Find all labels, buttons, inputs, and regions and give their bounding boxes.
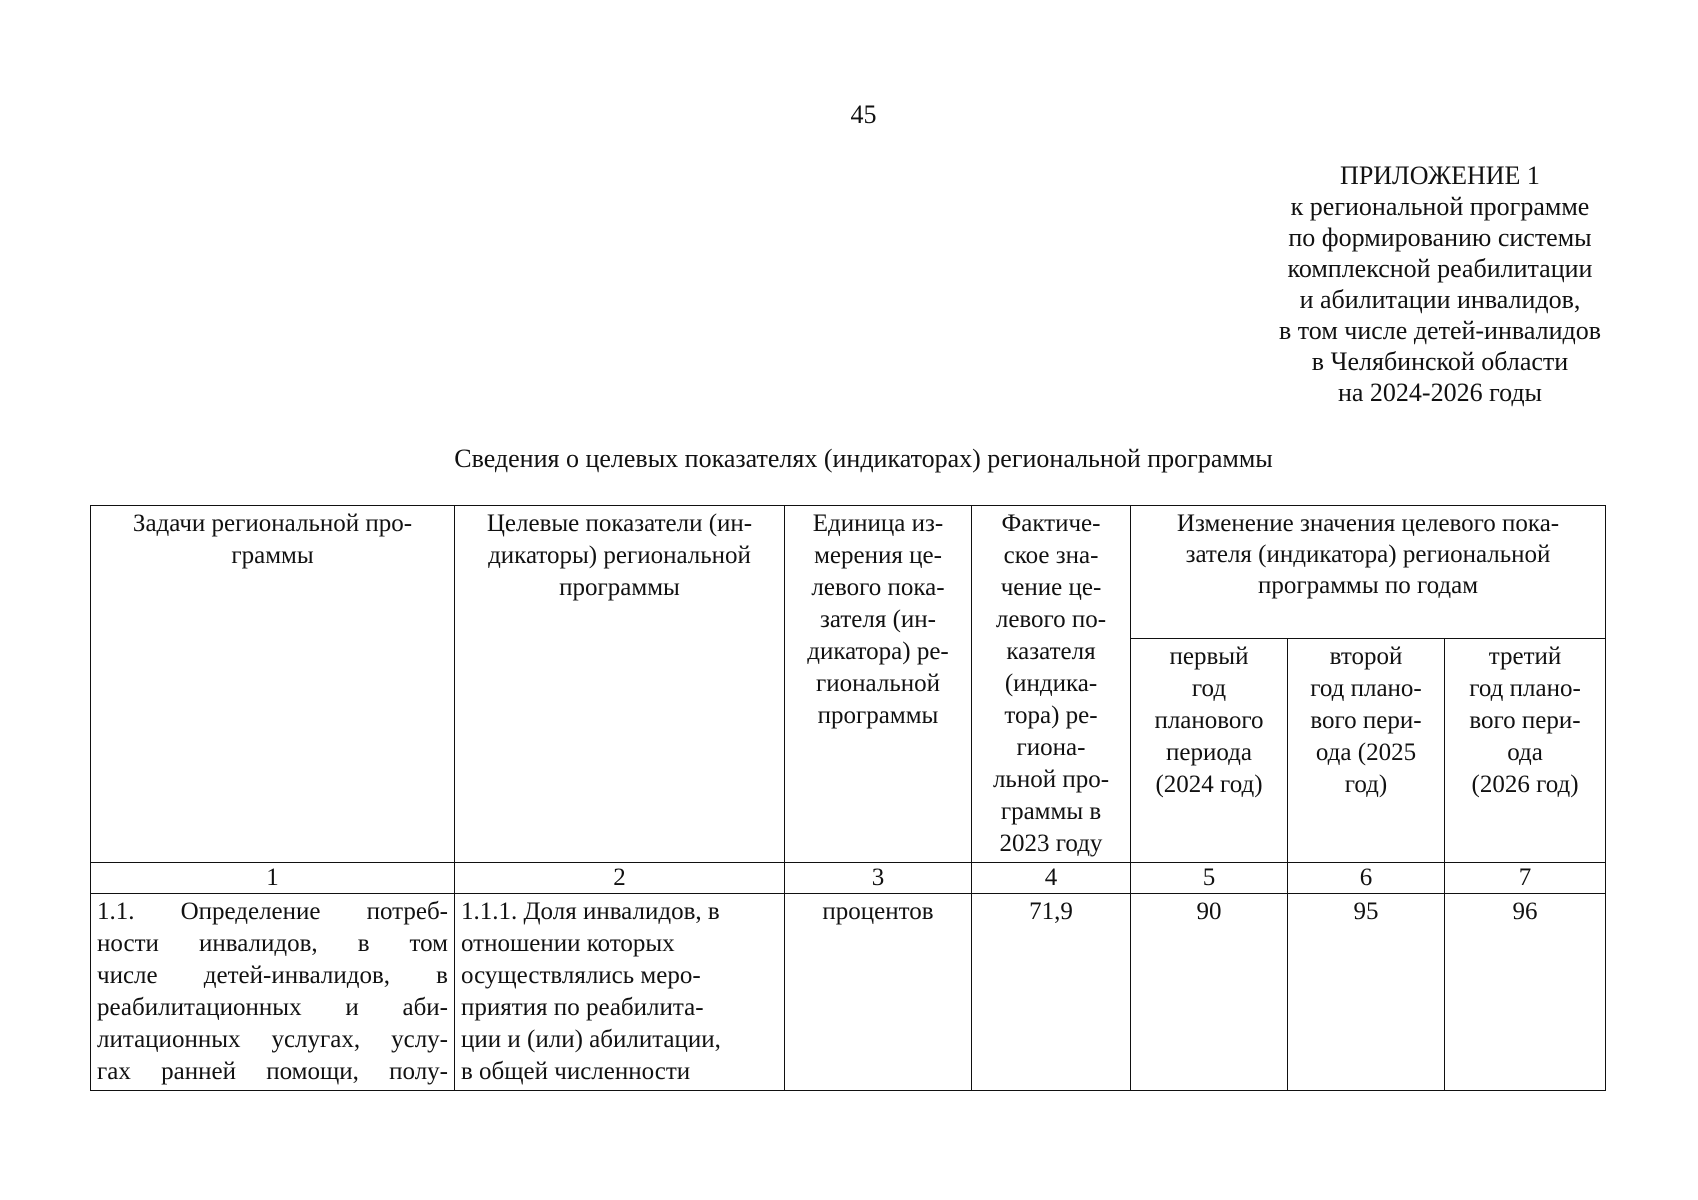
- header-fact-2023: Фактиче- ское зна- чение це- левого по- казателя (индика- тора) ре- гиона- льной про- граммы в 2023 году: [972, 506, 1131, 863]
- table-header-row: [91, 506, 1606, 639]
- appendix-line: и абилитации инвалидов,: [1299, 285, 1581, 314]
- table-row: [91, 894, 1606, 1091]
- indicator-line: отношении которых: [461, 930, 675, 957]
- indicator-line: 1.1.1. Доля инвалидов, в: [461, 898, 720, 925]
- task-line: реабилитационных и аби-: [97, 994, 448, 1021]
- column-number: 4: [972, 863, 1131, 894]
- header-indicators: Целевые показатели (ин- дикаторы) региональной программы: [455, 506, 785, 863]
- task-line: числе детей-инвалидов, в: [97, 962, 448, 989]
- indicator-line: осуществлялись меро-: [461, 962, 701, 989]
- task-line: 1.1. Определение потреб-: [97, 898, 448, 925]
- task-line: литационных услугах, услу-: [97, 1026, 448, 1053]
- fact-2023-cell: 71,9: [972, 894, 1131, 1091]
- unit-cell: процентов: [785, 894, 972, 1091]
- header-year-2: второй год плано- вого пери- ода (2025 год): [1288, 639, 1445, 863]
- year-2026-cell: 96: [1445, 894, 1606, 1091]
- indicator-cell: [455, 894, 785, 1091]
- header-tasks: Задачи региональной про- граммы: [91, 506, 455, 863]
- appendix-line: комплексной реабилитации: [1287, 254, 1593, 283]
- appendix-line: по формированию системы: [1288, 223, 1592, 252]
- column-numbers-row: [91, 863, 1606, 894]
- indicator-line: в общей численности: [461, 1058, 691, 1085]
- appendix-line: в том числе детей-инвалидов: [1279, 316, 1601, 345]
- task-line: ности инвалидов, в том: [97, 930, 448, 957]
- header-unit: Единица из- мерения це- левого пока- зателя (ин- дикатора) ре- гиональной программы: [785, 506, 972, 863]
- page-number: 45: [850, 100, 877, 129]
- document-title: Сведения о целевых показателях (индикаторах) региональной программы: [454, 444, 1273, 473]
- column-number: 6: [1288, 863, 1445, 894]
- appendix-block: [1240, 160, 1640, 408]
- appendix-line: в Челябинской области: [1311, 347, 1569, 376]
- appendix-title: ПРИЛОЖЕНИЕ 1: [1340, 161, 1540, 190]
- header-year-1: первый год планового периода (2024 год): [1131, 639, 1288, 863]
- year-2025-cell: 95: [1288, 894, 1445, 1091]
- task-line: гах ранней помощи, полу-: [97, 1058, 448, 1085]
- header-change-group: Изменение значения целевого пока- зателя (индикатора) региональной программы по годам: [1131, 506, 1606, 639]
- indicators-table: [90, 505, 1606, 1091]
- column-number: 7: [1445, 863, 1606, 894]
- column-number: 3: [785, 863, 972, 894]
- indicator-line: ции и (или) абилитации,: [461, 1026, 721, 1053]
- column-number: 1: [91, 863, 455, 894]
- appendix-line: на 2024-2026 годы: [1337, 378, 1543, 407]
- indicator-line: приятия по реабилита-: [461, 994, 704, 1021]
- task-cell: [91, 894, 455, 1091]
- column-number: 5: [1131, 863, 1288, 894]
- column-number: 2: [455, 863, 785, 894]
- year-2024-cell: 90: [1131, 894, 1288, 1091]
- appendix-line: к региональной программе: [1290, 192, 1590, 221]
- header-year-3: третий год плано- вого пери- ода (2026 год): [1445, 639, 1606, 863]
